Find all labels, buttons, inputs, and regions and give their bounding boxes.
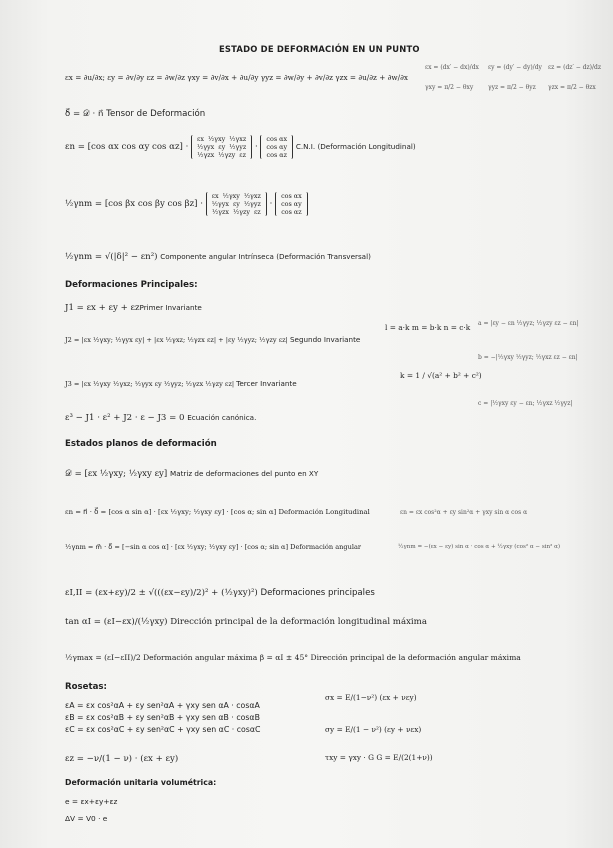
- page-title: ESTADO DE DEFORMACIÓN EN UN PUNTO: [219, 44, 420, 54]
- hooke-sy: σy = E/(1 − ν²) (εy + νεx): [325, 725, 422, 734]
- plane-normal-extra: εn = εx cos²α + εy sin²α + γxy sin α cos α: [400, 509, 528, 516]
- side-def-gzx: γzx = π/2 − θzx: [548, 84, 596, 91]
- plane-shear-extra: ½γnm = −(εx − εy) sin α · cos α + ½γxy (cos² α − sin² α): [398, 544, 561, 550]
- k-formula: k = 1 / √(a² + b² + c²): [400, 371, 482, 380]
- side-def-ez: εz = (dz′ − dz)/dz: [548, 64, 602, 71]
- hooke-sx: σx = E/(1−ν²) (εx + νεy): [325, 693, 417, 702]
- normal-strain-label: C.N.I. (Deformación Longitudinal): [295, 142, 416, 151]
- strain-tensor-matrix: εx ½γxy ½γxz ½γyx εy ½γyz ½γzx ½γzy εz: [191, 135, 252, 159]
- side-def-gxy: γxy = π/2 − θxy: [425, 84, 474, 91]
- volumetric-e: e = εx+εy+εz: [65, 797, 118, 806]
- strain-definitions: εx = ∂u/∂x; εy = ∂v/∂y εz = ∂w/∂z γxy = ∂v/∂x + ∂u/∂y γyz = ∂w/∂y + ∂v/∂z γzx = ∂u/∂z + ∂w/∂x: [65, 73, 408, 82]
- volumetric-dv: ΔV = V0 · e: [65, 814, 108, 823]
- tan-alpha-row: tan αI = (εI−εx)/(½γxy) Dirección principal de la deformación longitudinal máxima: [65, 617, 427, 627]
- rosette-c: εC = εx cos²αC + εy sen²αC + γxy sen αC · cosαC: [65, 725, 261, 734]
- strain-tensor-matrix-2: εx ½γxy ½γxz ½γyx εy ½γyz ½γzx ½γzy εz: [206, 192, 267, 216]
- plane-matrix-row: 𝒟 = [εx ½γxy; ½γxy εy] Matriz de deformaciones del punto en XY: [65, 469, 319, 479]
- a-formula: a = |εy − εn ½γyz; ½γzy εz − εn|: [478, 320, 579, 327]
- side-def-ey: εy = (dy′ − dy)/dy: [488, 64, 542, 71]
- principal-plane-row: εI,II = (εx+εy)/2 ± √(((εx−εy)/2)² + (½γxy)²) Deformaciones principales: [65, 588, 375, 598]
- direction-cosines: l = a·k m = b·k n = c·k: [385, 323, 471, 332]
- invariant-3: J3 = |εx ½γxy ½γxz; ½γyx εy ½γyz; ½γzx ½γzy εz| Tercer Invariante: [65, 379, 297, 388]
- principal-header: Deformaciones Principales:: [65, 280, 198, 290]
- ez-formula: εz = −ν/(1 − ν) · (εx + εy): [65, 754, 179, 764]
- plane-shear-row: ½γnm = m⃗ · δ⃗ = [−sin α cos α] · [εx ½γxy; ½γxy εy] · [cos α; sin α] Deformación angular: [65, 543, 362, 551]
- invariant-1: J1 = εx + εy + εzPrimer Invariante: [65, 303, 202, 313]
- volumetric-header: Deformación unitaria volumétrica:: [65, 778, 217, 787]
- intrinsic-formula: ½γnm = √(|δ|² − εn²): [65, 252, 158, 262]
- shear-strain-lhs: ½γnm = [cos βx cos βy cos βz] ·: [65, 199, 203, 209]
- c-formula: c = |½γxy εy − εn; ½γxz ½γyz|: [478, 400, 573, 407]
- rosettes-header: Rosetas:: [65, 682, 107, 692]
- gamma-max-row: ½γmax = (εI−εII)/2 Deformación angular máxima β = αI ± 45° Dirección principal de la deformación angular máxima: [65, 653, 521, 662]
- tensor-label: Tensor de Deformación: [106, 109, 206, 119]
- side-def-ex: εx = (dx′ − dx)/dx: [425, 64, 479, 71]
- plane-header: Estados planos de deformación: [65, 439, 217, 449]
- side-def-gyz: γyz = π/2 − θyz: [488, 84, 536, 91]
- rosette-b: εB = εx cos²αB + εy sen²αB + γxy sen αB · cosαB: [65, 713, 260, 722]
- shear-strain-row: ½γnm = [cos βx cos βy cos βz] · εx ½γxy ½γxz ½γyx εy ½γyz ½γzx ½γzy εz · cos αx cos αy cos αz: [65, 190, 308, 218]
- b-formula: b = −|½γxy ½γyz; ½γxz εz − εn|: [478, 354, 578, 361]
- rosette-a: εA = εx cos²αA + εy sen²αA + γxy sen αA · cosαA: [65, 701, 260, 710]
- normal-strain-row: εn = [cos αx cos αy cos αz] · εx ½γxy ½γxz ½γyx εy ½γyz ½γzx ½γzy εz · cos αx cos αy cos αz C.N.I. (Deformación Longitudinal): [65, 134, 416, 159]
- hooke-txy: τxy = γxy · G G = E/(2(1+ν)): [325, 753, 433, 762]
- tensor-formula: δ⃗ = 𝒟 · n⃗: [65, 109, 104, 119]
- invariant-2: J2 = |εx ½γxy; ½γyx εy| + |εx ½γxz; ½γzx εz| + |εy ½γyz; ½γzy εz| Segundo Invariante: [65, 335, 361, 344]
- canonical-row: ε³ − J1 · ε² + J2 · ε − J3 = 0 Ecuación canónica.: [65, 413, 257, 423]
- cos-vector: cos αx cos αy cos αz: [260, 135, 293, 159]
- plane-normal-row: εn = n⃗ · δ⃗ = [cos α sin α] · [εx ½γxy; ½γxy εy] · [cos α; sin α] Deformación Longitudinal: [65, 508, 370, 516]
- intrinsic-row: [65, 251, 371, 263]
- normal-strain-lhs: εn = [cos αx cos αy cos αz] ·: [65, 142, 189, 152]
- intrinsic-label: Componente angular Intrínseca (Deformación Transversal): [160, 252, 371, 261]
- tensor-line: [65, 109, 205, 120]
- cos-vector-2: cos αx cos αy cos αz: [275, 192, 308, 216]
